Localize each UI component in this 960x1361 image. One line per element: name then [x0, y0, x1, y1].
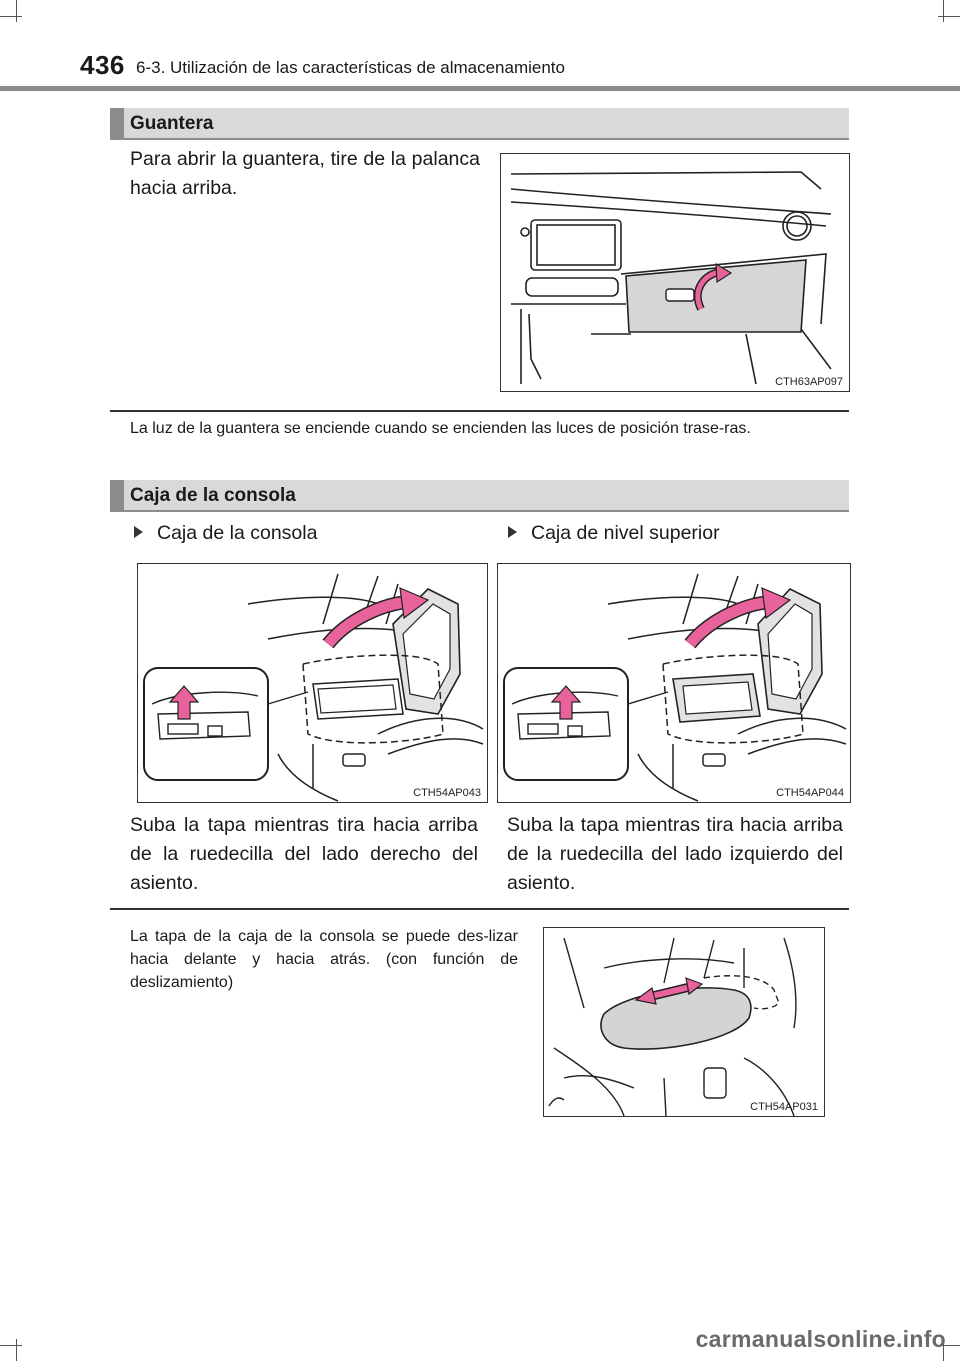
figure-code: CTH54AP031: [750, 1101, 818, 1113]
console-box-figure: [137, 563, 488, 803]
divider: [110, 908, 849, 910]
section-title: Guantera: [130, 113, 214, 134]
slide-lid-illustration: [544, 928, 824, 1116]
console-box-illustration: [138, 564, 487, 802]
section-bar-guantera: [110, 108, 849, 140]
guantera-instruction: Para abrir la guantera, tire de la palanca hacia arriba.: [130, 148, 480, 199]
figure-code: CTH54AP043: [413, 787, 481, 799]
upper-box-illustration: [498, 564, 850, 802]
glovebox-illustration: [501, 154, 849, 391]
crop-mark: [943, 0, 944, 22]
figure-code: CTH63AP097: [775, 376, 843, 388]
upper-box-figure: [497, 563, 851, 803]
watermark: carmanualsonline.info: [695, 1326, 946, 1352]
bullet-heading-text: Caja de la consola: [157, 522, 318, 544]
triangle-bullet-icon: [508, 526, 517, 538]
bullet-heading-left: [134, 522, 317, 545]
bullet-heading-text: Caja de nivel superior: [531, 522, 720, 544]
guantera-note: La luz de la guantera se enciende cuando se encienden las luces de posición trase-ras.: [130, 420, 751, 437]
divider: [110, 410, 849, 412]
crop-mark: [0, 1345, 22, 1346]
console-left-instruction: Suba la tapa mientras tira hacia arriba de la ruedecilla del lado derecho del asiento.: [130, 814, 478, 894]
page-number: 436: [80, 50, 125, 80]
section-bar-consola: [110, 480, 849, 512]
header-rule: [0, 86, 960, 91]
figure-code: CTH54AP044: [776, 787, 844, 799]
crop-mark: [16, 1339, 17, 1361]
slide-note: La tapa de la caja de la consola se puede des-lizar hacia delante y hacia atrás. (con función de deslizamiento): [130, 928, 518, 991]
crop-mark: [16, 0, 17, 22]
section-marker: [110, 108, 124, 140]
glovebox-figure: [500, 153, 850, 392]
section-marker: [110, 480, 124, 512]
chapter-title: 6-3. Utilización de las características de almacenamiento: [136, 58, 565, 77]
console-right-instruction: Suba la tapa mientras tira hacia arriba de la ruedecilla del lado izquierdo del asiento.: [507, 814, 843, 894]
crop-mark: [0, 16, 22, 17]
triangle-bullet-icon: [134, 526, 143, 538]
crop-mark: [938, 16, 960, 17]
bullet-heading-right: [508, 522, 720, 545]
slide-lid-figure: [543, 927, 825, 1117]
section-title: Caja de la consola: [130, 485, 296, 506]
